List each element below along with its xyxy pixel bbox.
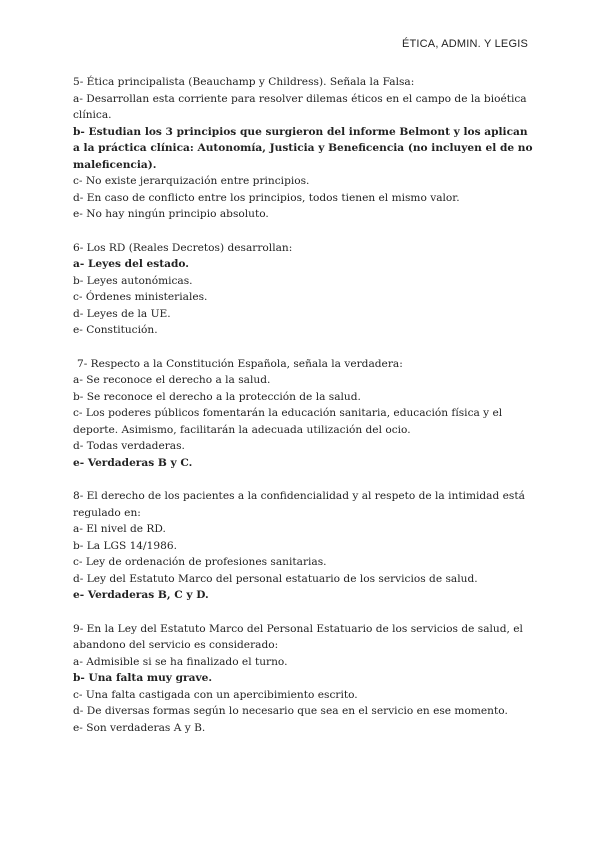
option-a: a- Admisible si se ha finalizado el turno. bbox=[73, 655, 288, 668]
option-e: e- Constitución. bbox=[73, 324, 158, 336]
option-c: c- Ley de ordenación de profesiones sanitarias. bbox=[73, 556, 327, 568]
option-e: e- No hay ningún principio absoluto. bbox=[73, 208, 269, 220]
option-c: c- No existe jerarquización entre principios. bbox=[73, 175, 310, 187]
question-8 bbox=[73, 488, 533, 604]
question-6 bbox=[73, 240, 533, 339]
option-e-correct: e- Verdaderas B y C. bbox=[73, 456, 193, 469]
option-e-correct: e- Verdaderas B, C y D. bbox=[73, 589, 209, 601]
question-list bbox=[73, 74, 533, 753]
option-e: e- Son verdaderas A y B. bbox=[73, 721, 206, 734]
option-d: d- De diversas formas según lo necesario que sea en el servicio en ese momento. bbox=[73, 705, 508, 717]
option-d: d- Ley del Estatuto Marco del personal estatuario de los servicios de salud. bbox=[73, 572, 478, 585]
question-7 bbox=[73, 356, 533, 472]
question-stem: 8- El derecho de los pacientes a la confidencialidad y al respeto de la intimidad está regulado en: bbox=[73, 490, 525, 519]
question-stem: 5- Ética principalista (Beauchamp y Childress). Señala la Falsa: bbox=[73, 76, 415, 88]
option-b-correct: b- Una falta muy grave. bbox=[73, 672, 213, 684]
question-5 bbox=[73, 74, 533, 223]
question-9 bbox=[73, 621, 533, 737]
option-c: c- Una falta castigada con un apercibimiento escrito. bbox=[73, 688, 358, 701]
option-d: d- Leyes de la UE. bbox=[73, 307, 171, 320]
question-stem: 6- Los RD (Reales Decretos) desarrollan: bbox=[73, 241, 293, 254]
option-b-correct: b- Estudian los 3 principios que surgieron del informe Belmont y los aplican a la práctica clínica: Autonomía, Justicia y Beneficencia (no incluyen el de no maleficencia). bbox=[73, 125, 533, 171]
option-b: b- La LGS 14/1986. bbox=[73, 539, 177, 552]
option-a: a- Desarrollan esta corriente para resolver dilemas éticos en el campo de la bioética clínica. bbox=[73, 92, 527, 121]
option-a: a- El nivel de RD. bbox=[73, 523, 166, 535]
question-stem: 7- Respecto a la Constitución Española, señala la verdadera: bbox=[77, 357, 403, 370]
option-d: d- En caso de conflicto entre los principios, todos tienen el mismo valor. bbox=[73, 191, 460, 204]
option-a-correct: a- Leyes del estado. bbox=[73, 258, 189, 270]
option-b: b- Leyes autonómicas. bbox=[73, 274, 193, 287]
option-c: c- Órdenes ministeriales. bbox=[73, 291, 208, 303]
question-stem: 9- En la Ley del Estatuto Marco del Personal Estatuario de los servicios de salud, el abandono del servicio es considerado: bbox=[73, 622, 523, 651]
option-d: d- Todas verdaderas. bbox=[73, 440, 185, 452]
option-a: a- Se reconoce el derecho a la salud. bbox=[73, 374, 271, 386]
option-b: b- Se reconoce el derecho a la protección de la salud. bbox=[73, 390, 361, 403]
header-title: ÉTICA, ADMIN. Y LEGIS bbox=[401, 38, 528, 50]
option-c: c- Los poderes públicos fomentarán la educación sanitaria, educación física y el deporte. Asimismo, facilitarán la adecuada utilización del ocio. bbox=[73, 407, 503, 436]
